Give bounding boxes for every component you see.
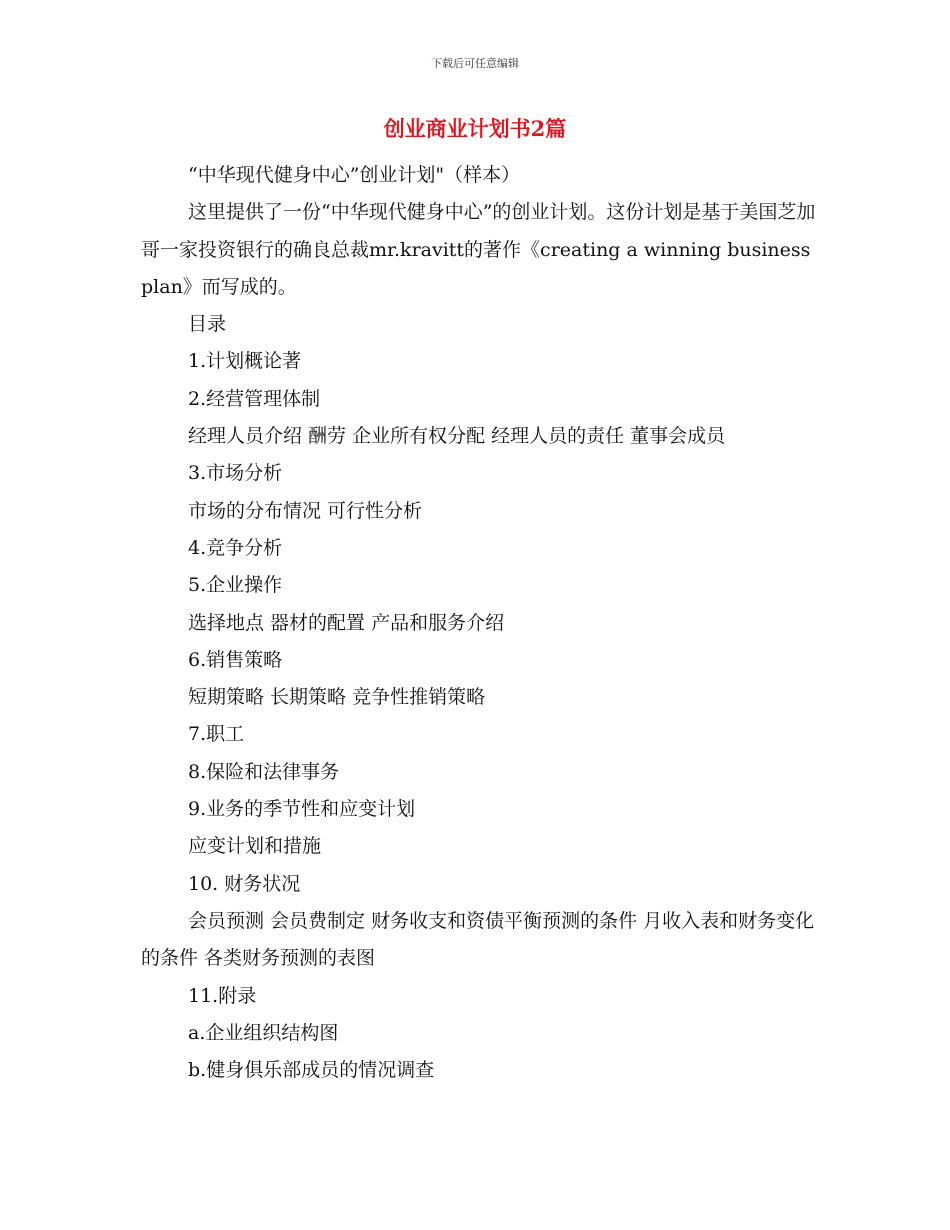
toc-item: 6.销售策略 (188, 648, 283, 671)
toc-item: b.健身俱乐部成员的情况调查 (188, 1059, 435, 1082)
toc-subitems: 应变计划和措施 (188, 835, 322, 858)
subtitle-paragraph: “中华现代健身中心”创业计划"（样本） (188, 164, 521, 186)
intro-paragraph: 这里提供了一份“中华现代健身中心”的创业计划。这份计划是基于美国芝加哥一家投资银行的确良总裁mr.kravitt的著作《creating a winning business plan》而写成的。 (141, 201, 816, 298)
toc-item: 4.竞争分析 (188, 536, 283, 559)
toc-item: a.企业组织结构图 (188, 1021, 339, 1044)
toc-subitems: 会员预测 会员费制定 财务收支和资债平衡预测的条件 月收入表和财务变化的条件 各类财务预测的表图 (141, 909, 815, 970)
toc-item: 8.保险和法律事务 (188, 760, 340, 783)
toc-subitems: 选择地点 器材的配置 产品和服务介绍 (188, 611, 505, 634)
toc-item: 10. 财务状况 (188, 872, 301, 895)
toc-subitems: 短期策略 长期策略 竞争性推销策略 (188, 686, 486, 709)
toc-item: 7.职工 (188, 723, 245, 746)
document-body (141, 157, 821, 1089)
toc-item: 9.业务的季节性和应变计划 (188, 798, 416, 821)
header-note: 下载后可任意编辑 (431, 57, 519, 70)
toc-subitems: 经理人员介绍 酬劳 企业所有权分配 经理人员的责任 董事会成员 (188, 425, 726, 448)
toc-item: 1.计划概论著 (188, 350, 302, 373)
toc-item: 5.企业操作 (188, 574, 283, 597)
toc-heading: 目录 (188, 313, 227, 336)
toc-subitems: 市场的分布情况 可行性分析 (188, 499, 423, 522)
document-title: 创业商业计划书2篇 (383, 116, 567, 141)
toc-item: 2.经营管理体制 (188, 387, 321, 410)
toc-item: 3.市场分析 (188, 462, 283, 485)
toc-item: 11.附录 (188, 984, 257, 1007)
